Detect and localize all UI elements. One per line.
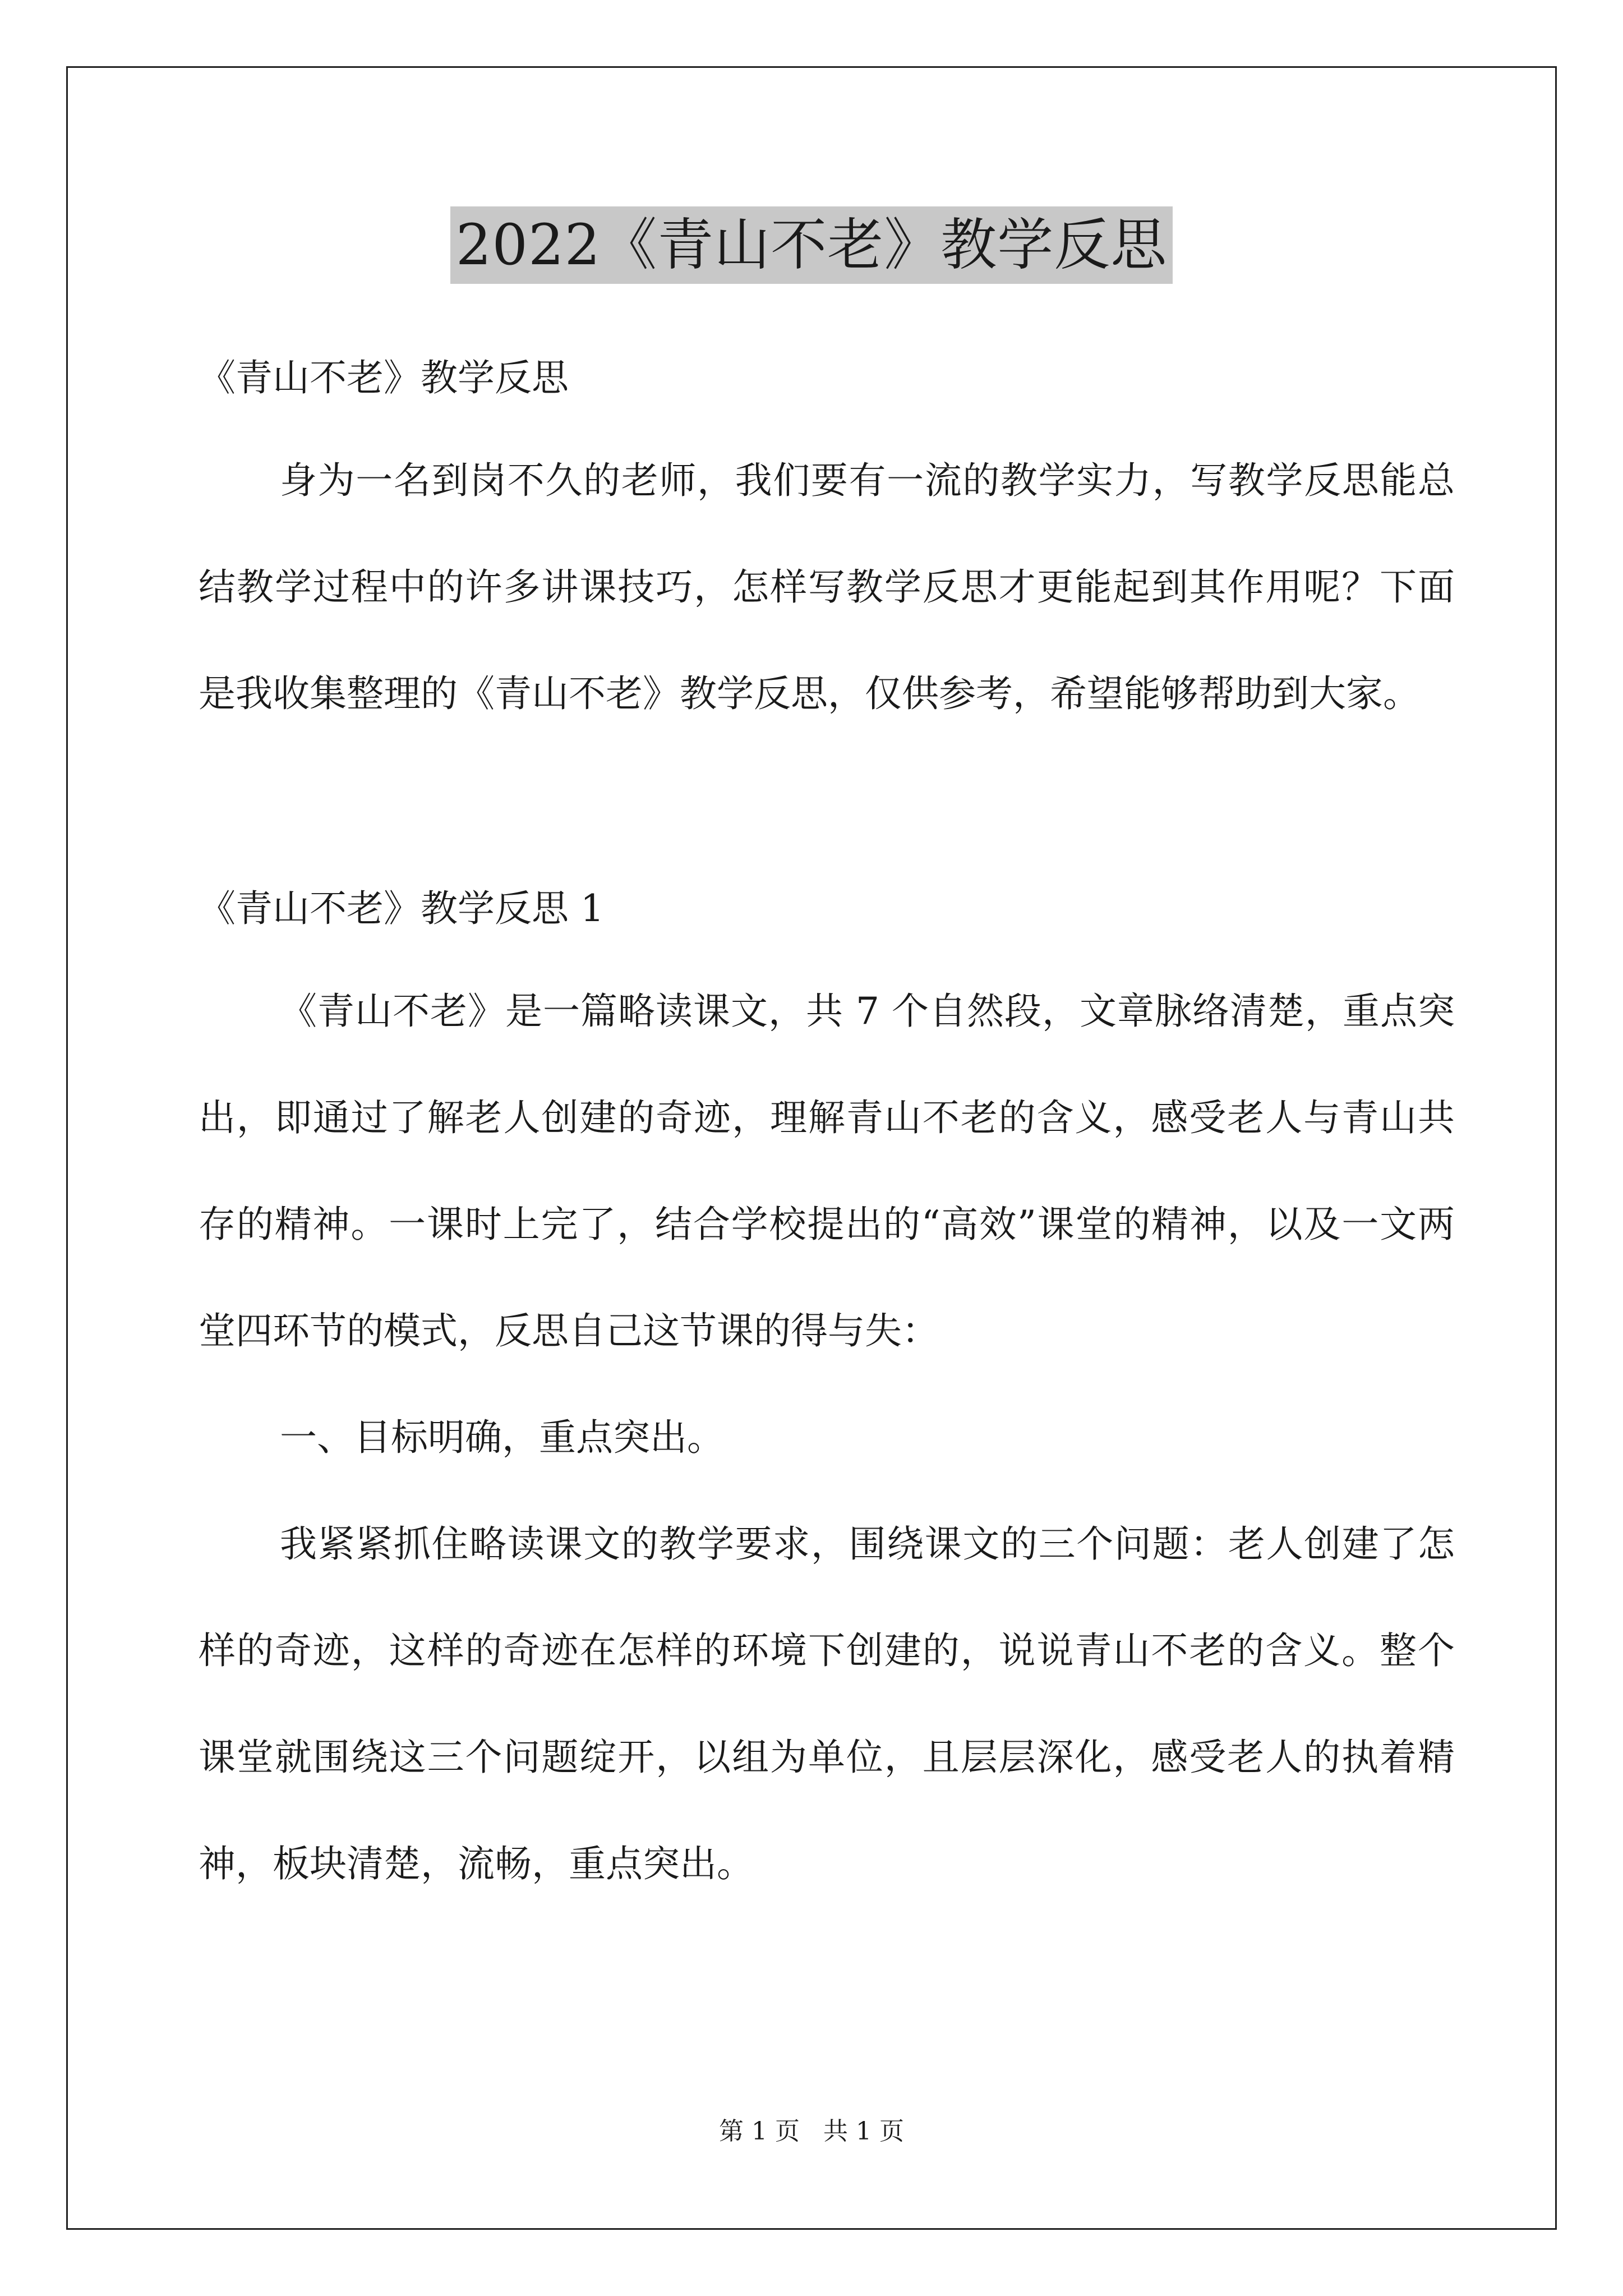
section1-body [199, 958, 1455, 1917]
section1-paragraph: 我紧紧抓住略读课文的教学要求，围绕课文的三个问题：老人创建了怎样的奇迹，这样的奇迹在怎样的环境下创建的，说说青山不老的含义。整个课堂就围绕这三个问题绽开，以组为单位，且层层深化，感受老人的执着精神，板块清楚，流畅，重点突出。 [199, 1522, 1455, 1885]
intro-paragraph: 身为一名到岗不久的老师，我们要有一流的教学实力，写教学反思能总结教学过程中的许多讲课技巧，怎样写教学反思才更能起到其作用呢？下面是我收集整理的《青山不老》教学反思，仅供参考，希望能够帮助到大家。 [199, 459, 1455, 715]
document-body [199, 314, 1455, 1917]
section1-paragraph: 《青山不老》是一篇略读课文，共 7 个自然段，文章脉络清楚，重点突出，即通过了解老人创建的奇迹，理解青山不老的含义，感受老人与青山共存的精神。一课时上完了，结合学校提出的“高效”课堂的精神，以及一文两堂四环节的模式，反思自己这节课的得与失： [199, 990, 1455, 1352]
intro-heading: 《青山不老》教学反思 [199, 356, 569, 399]
section1-heading: 《青山不老》教学反思 1 [199, 887, 604, 930]
page-footer: 第 1 页 共 1 页 [719, 2117, 904, 2146]
document-title: 2022《青山不老》教学反思 [450, 206, 1173, 284]
title-container [0, 206, 1623, 284]
section1-subheading: 一、目标明确，重点突出。 [280, 1416, 724, 1459]
intro-block [199, 427, 1455, 747]
